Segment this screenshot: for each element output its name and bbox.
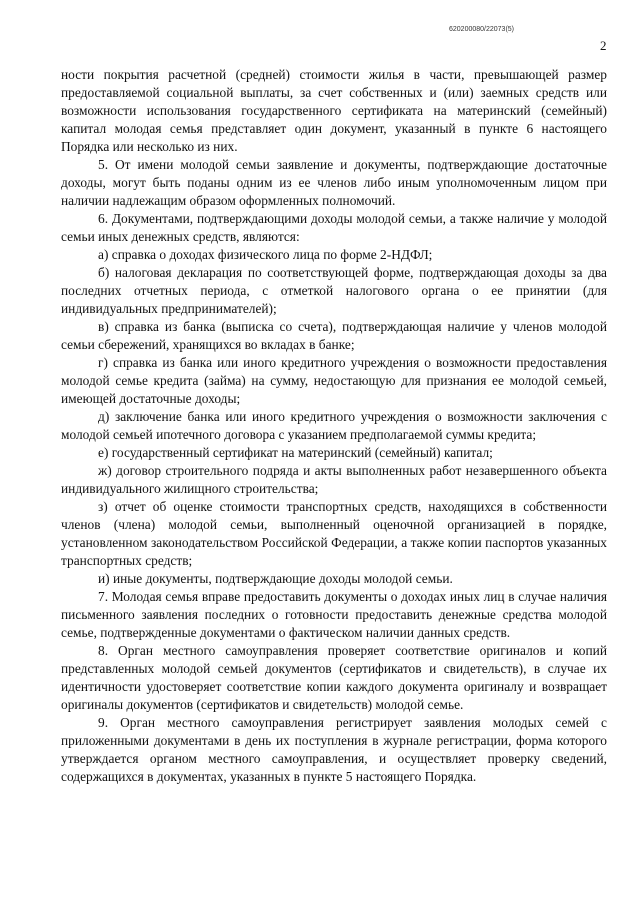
list-item: г) справка из банка или иного кредитного учреждения о возможности предоставления молодой семье кредита (займа) на сумму, недостающую для признания ее молодой семьей, имеющей достаточные доходы; [61, 355, 607, 406]
list-item: ж) договор строительного подряда и акты выполненных работ незавершенного объекта индивидуального жилищного строительства; [61, 463, 607, 496]
list-item: а) справка о доходах физического лица по форме 2-НДФЛ; [98, 247, 433, 262]
list-item: б) налоговая декларация по соответствующей форме, подтверждающая доходы за два последних отчетных периода, с отметкой налогового органа о ее принятии (для индивидуальных предпринимателей); [61, 265, 607, 316]
list-item: д) заключение банка или иного кредитного учреждения о возможности заключения с молодой семьей ипотечного договора с указанием предполагаемой суммы кредита; [61, 409, 607, 442]
list-item: е) государственный сертификат на материнский (семейный) капитал; [98, 445, 493, 460]
paragraph: 8. Орган местного самоуправления проверяет соответствие оригиналов и копий представленных молодой семьей документов (сертификатов и свидетельств), в случае их идентичности удостоверяет соответствие копии каждого документа оригиналу и возвращает оригиналы документов (сертификатов и свидетельств) молодой семье. [61, 643, 607, 712]
list-item: з) отчет об оценке стоимости транспортных средств, находящихся в собственности членов (члена) молодой семьи, выполненный оценочной организацией в порядке, установленном законодательством Российской Федерации, а также копии паспортов указанных транспортных средств; [61, 499, 607, 568]
paragraph: ности покрытия расчетной (средней) стоимости жилья в части, превышающей размер предоставляемой социальной выплаты, за счет собственных и (или) заемных средств или возможности использования государственного сертификата на материнский (семейный) капитал молодая семья представляет один документ, указанный в пункте 6 настоящего Порядка или несколько из них. [61, 67, 607, 154]
page-number: 2 [600, 38, 607, 53]
paragraph: 5. От имени молодой семьи заявление и документы, подтверждающие достаточные доходы, могут быть поданы одним из ее членов либо иным уполномоченным лицом при наличии надлежащим образом оформленных полномочий. [61, 157, 607, 208]
list-item: в) справка из банка (выписка со счета), подтверждающая наличие у членов молодой семьи сбережений, хранящихся во вкладах в банке; [61, 319, 607, 352]
document-body [61, 66, 607, 786]
paragraph: 9. Орган местного самоуправления регистрирует заявления молодых семей с приложенными документами в день их поступления в журнале регистрации, форма которого утверждается органом местного самоуправления, и осуществляет проверку сведений, содержащихся в документах, указанных в пункте 5 настоящего Порядка. [61, 715, 607, 784]
list-item: и) иные документы, подтверждающие доходы молодой семьи. [98, 571, 453, 586]
paragraph: 6. Документами, подтверждающими доходы молодой семьи, а также наличие у молодой семьи иных денежных средств, являются: [61, 211, 607, 244]
document-code: 620200080/22073(5) [449, 26, 515, 33]
paragraph: 7. Молодая семья вправе предоставить документы о доходах иных лиц в случае наличия письменного заявления последних о готовности предоставить денежные средства молодой семье, подтвержденные документами о фактическом наличии данных средств. [61, 589, 607, 640]
